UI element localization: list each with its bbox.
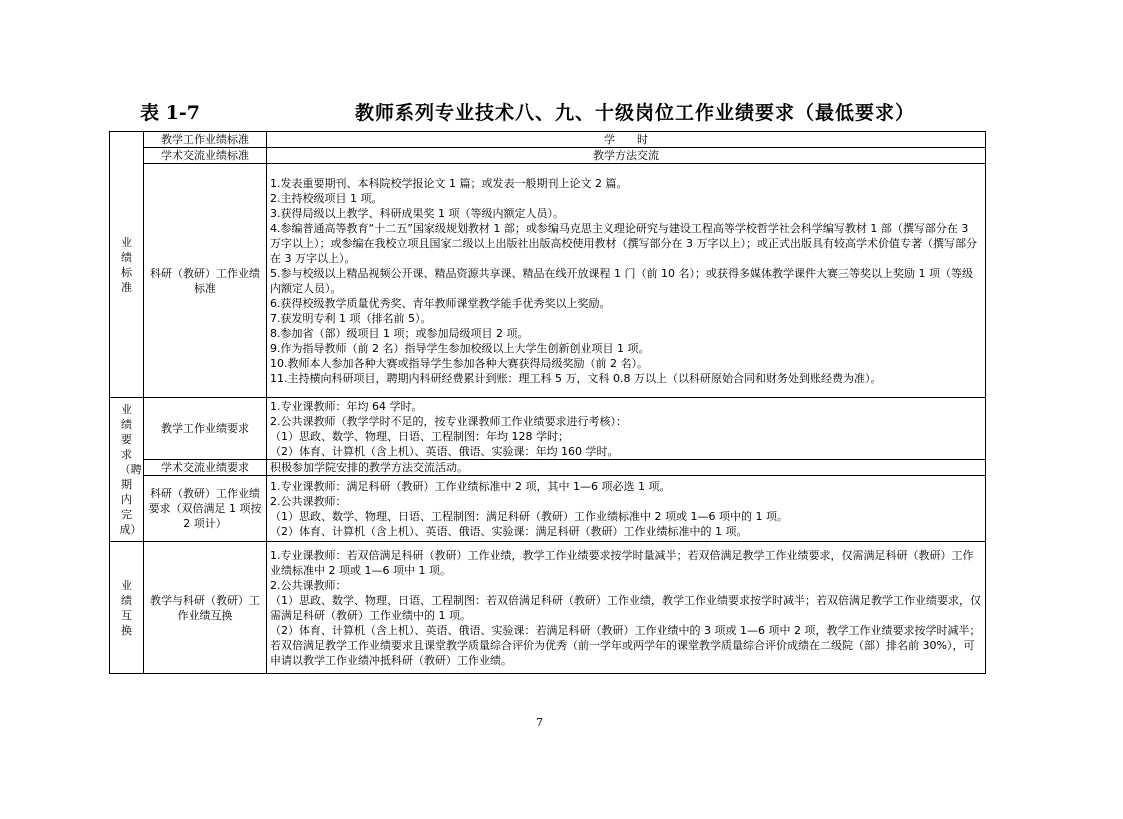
row-label: 教学与科研（教研）工作业绩互换 — [144, 542, 267, 674]
table-title: 教师系列专业技术八、九、十级岗位工作业绩要求（最低要求） — [355, 102, 916, 124]
list-item: 2.主持校级项目 1 项。 — [270, 191, 383, 205]
table-row — [110, 148, 986, 164]
row-label: 学术交流业绩标准 — [144, 148, 267, 164]
row-label: 教学工作业绩标准 — [144, 132, 267, 148]
row-content: 积极参加学院安排的教学方法交流活动。 — [267, 460, 986, 476]
list-item: 8.参加省（部）级项目 1 项；或参加局级项目 2 项。 — [270, 326, 529, 340]
list-item: 7.获发明专利 1 项（排名前 5）。 — [270, 311, 432, 325]
row-content — [267, 476, 986, 542]
row-label: 教学工作业绩要求 — [144, 398, 267, 460]
table-number: 表 1-7 — [140, 102, 200, 124]
table-row — [110, 132, 986, 148]
list-item: 1.专业课教师：满足科研（教研）工作业绩标准中 2 项，其中 1—6 项必选 1 项。 — [270, 479, 671, 493]
list-item: （2）体育、计算机（含上机）、英语、俄语、实验课：年均 160 学时。 — [270, 444, 619, 458]
requirements-table — [109, 131, 986, 674]
section-label-requirements: 业绩要求（聘期内完成） — [110, 398, 144, 542]
list-item: 2.公共课教师： — [270, 578, 347, 592]
list-item: （2）体育、计算机（含上机）、英语、俄语、实验课：满足科研（教研）工作业绩标准中的 1 项。 — [270, 524, 748, 538]
list-item: 9.作为指导教师（前 2 名）指导学生参加校级以上大学生创新创业项目 1 项。 — [270, 341, 650, 355]
list-item: 6.获得校级教学质量优秀奖、青年教师课堂教学能手优秀奖以上奖励。 — [270, 296, 611, 310]
table-row — [110, 398, 986, 460]
list-item: 1.发表重要期刊、本科院校学报论文 1 篇；或发表一般期刊上论文 2 篇。 — [270, 176, 628, 190]
list-item: 2.公共课教师（教学学时不足的，按专业课教师工作业绩要求进行考核）： — [270, 414, 627, 428]
list-item: 11.主持横向科研项目，聘期内科研经费累计到账：理工科 5 万，文科 0.8 万以上（以科研原始合同和财务处到账经费为准）。 — [270, 371, 882, 385]
row-label: 科研（教研）工作业绩标准 — [144, 164, 267, 398]
list-item: 10.教师本人参加各种大赛或指导学生参加各种大赛获得局级奖励（前 2 名）。 — [270, 356, 648, 370]
table-row — [110, 542, 986, 674]
list-item: （1）思政、数学、物理、日语、工程制图：满足科研（教研）工作业绩标准中 2 项或 1—6 项中的 1 项。 — [270, 509, 788, 523]
row-label: 学术交流业绩要求 — [144, 460, 267, 476]
document-header — [140, 98, 940, 128]
row-label: 科研（教研）工作业绩要求（双倍满足 1 项按 2 项计） — [144, 476, 267, 542]
section-label-exchange: 业绩互换 — [110, 542, 144, 674]
table-row — [110, 476, 986, 542]
list-item: （1）思政、数学、物理、日语、工程制图：年均 128 学时； — [270, 429, 569, 443]
list-item: 2.公共课教师： — [270, 494, 347, 508]
list-item: 4.参编普通高等教育“十二五”国家级规划教材 1 部；或参编马克思主义理论研究与建设工程高等学校哲学社会科学编写教材 1 部（撰写部分在 3 万字以上）；或参编在我校立项且国家二级以上出版社出版高校使用教材（撰写部分在 3 万字以上）；或正式出版具有较高学术价值专著（撰写部分在 3 万字以上）。 — [270, 221, 977, 265]
row-content — [267, 398, 986, 460]
row-content: 教学方法交流 — [267, 148, 986, 164]
row-content — [267, 164, 986, 398]
table-row — [110, 164, 986, 398]
row-content: 学 时 — [267, 132, 986, 148]
list-item: （2）体育、计算机（含上机）、英语、俄语、实验课：若满足科研（教研）工作业绩中的 3 项或 1—6 项中 2 项，教学工作业绩要求按学时减半；若双倍满足教学工作业绩要求且课堂教学质量综合评价为优秀（前一学年或两学年的课堂教学质量综合评价成绩在二级院（部）排名前 30%），可申请以教学工作业绩冲抵科研（教研）工作业绩。 — [270, 623, 981, 667]
list-item: （1）思政、数学、物理、日语、工程制图：若双倍满足科研（教研）工作业绩，教学工作业绩要求按学时减半；若双倍满足教学工作业绩要求，仅需满足科研（教研）工作业绩中的 1 项。 — [270, 593, 981, 622]
row-content — [267, 542, 986, 674]
list-item: 3.获得局级以上教学、科研成果奖 1 项（等级内额定人员）。 — [270, 206, 564, 220]
list-item: 1.专业课教师：若双倍满足科研（教研）工作业绩，教学工作业绩要求按学时量减半；若双倍满足教学工作业绩要求，仅需满足科研（教研）工作业绩标准中 2 项或 1—6 项中 1 项。 — [270, 548, 974, 577]
table-row — [110, 460, 986, 476]
page-number: 7 — [536, 716, 543, 729]
list-item: 1.专业课教师：年均 64 学时。 — [270, 399, 423, 413]
list-item: 5.参与校级以上精品视频公开课、精品资源共享课、精品在线开放课程 1 门（前 10 名）；或获得多媒体教学课件大赛三等奖以上奖励 1 项（等级内额定人员）。 — [270, 266, 973, 295]
section-label-standards: 业绩标准 — [110, 132, 144, 398]
